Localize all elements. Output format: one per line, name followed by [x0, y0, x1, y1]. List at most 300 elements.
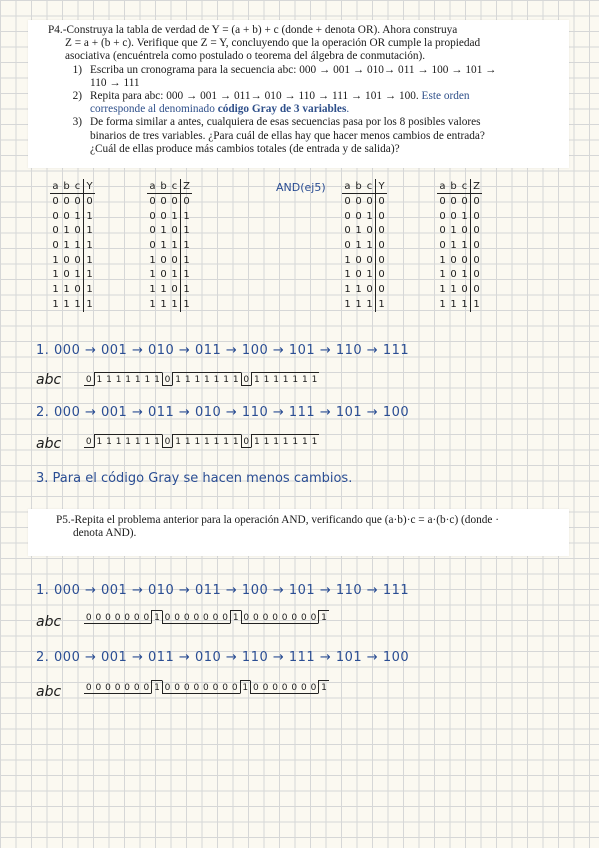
gray-code-answer: 3. Para el código Gray se hacen menos cambios. [36, 471, 353, 486]
timeline-bit: 0 [192, 610, 202, 624]
timeline-bit: 1 [172, 372, 183, 386]
table-cell: 0 [471, 194, 483, 209]
table-row [50, 194, 95, 209]
timeline-bit: 0 [172, 680, 182, 694]
p4-intro-line-2: Z = a + (b + c). Verifique que Z = Y, concluyendo que la operación OR cumple la propiedad [65, 37, 481, 50]
table-cell: 1 [149, 254, 156, 266]
timeline-bit: 0 [220, 680, 230, 694]
p4-intro-line-3: asociativa (encuéntrela como postulado o teorema del álgebra de conmutación). [65, 50, 426, 63]
timeline-bit: 0 [241, 434, 252, 448]
timeline-bit: 1 [133, 372, 143, 386]
table-cell: 0 [439, 195, 446, 207]
timeline-bit: 1 [202, 434, 212, 448]
table-row [342, 267, 387, 282]
table-row [437, 282, 482, 297]
table-row [147, 282, 192, 297]
timeline-bit: 1 [143, 372, 153, 386]
table-cell: 1 [439, 269, 446, 281]
table-cell: 0 [461, 195, 468, 207]
table-cell: 0 [74, 283, 81, 295]
timeline-bit: 0 [270, 610, 280, 624]
table-cell: 0 [355, 210, 362, 222]
table-cell: 1 [355, 283, 362, 295]
table-cell: 0 [450, 254, 457, 266]
p4-item-3-line-2: binarios de tres variables. ¿Para cuál de ellas hay que hacer menos cambios de entrada? [90, 129, 485, 142]
timeline-bit: 1 [281, 372, 291, 386]
table-cell: 0 [355, 195, 362, 207]
table-cell: 1 [344, 254, 351, 266]
table-cell: 0 [344, 210, 351, 222]
table-cell: 1 [84, 297, 96, 312]
timeline-bit: 0 [162, 434, 173, 448]
timeline-bit: 0 [172, 610, 182, 624]
table-row [437, 253, 482, 268]
timeline-bit: 0 [132, 610, 142, 624]
table-cell: 1 [344, 298, 351, 310]
timeline-bit: 0 [261, 680, 271, 694]
timeline-bit: 0 [309, 610, 319, 624]
timeline-bit: 0 [211, 680, 221, 694]
table-cell: 0 [344, 239, 351, 251]
timeline-bit: 1 [104, 434, 114, 448]
table-row [437, 209, 482, 224]
timeline-bit: 1 [318, 610, 329, 624]
p4-item-2-blue-2: corresponde al denominado [90, 103, 215, 116]
table-cell: 0 [471, 238, 483, 253]
timeline-bit: 0 [103, 680, 113, 694]
table-cell: 1 [355, 298, 362, 310]
timeline-bit: 0 [289, 680, 299, 694]
table-cell: 0 [52, 239, 59, 251]
timeline-bit: 1 [310, 434, 320, 448]
table-header-cell: Z [471, 179, 483, 194]
timeline-bit: 1 [172, 434, 183, 448]
table-header-cell: c [72, 179, 84, 194]
table-cell: 1 [439, 298, 446, 310]
table-cell: 0 [171, 225, 178, 237]
table-cell: 0 [461, 254, 468, 266]
table-cell: 0 [450, 195, 457, 207]
timeline-bit: 1 [123, 372, 133, 386]
table-cell: 1 [171, 269, 178, 281]
timeline-bit: 0 [251, 610, 261, 624]
p4-item-2: 2) Repita para abc: 000 → 001 → 011→ 010 → 110 → 111 → 101 → 100. Este orden corresponde al denominado código Gray de 3 variables. [72, 90, 470, 116]
or-sequence-2: 2. 000 → 001 → 011 → 010 → 110 → 111 → 101 → 100 [36, 405, 410, 420]
table-cell: 1 [63, 239, 70, 251]
timeline-bit: 0 [84, 434, 94, 448]
table-cell: 1 [461, 210, 468, 222]
table-row [147, 238, 192, 253]
table-cell: 0 [355, 269, 362, 281]
timeline-bit: 0 [280, 680, 290, 694]
table-cell: 0 [355, 254, 362, 266]
table-row [50, 267, 95, 282]
table-cell: 0 [366, 195, 373, 207]
p4-item-1: 1) Escriba un cronograma para la secuencia abc: 000 → 001 → 010→ 011 → 100 → 101 → 110 → 111 [72, 63, 497, 89]
and-sequence-2: 2. 000 → 001 → 011 → 010 → 110 → 111 → 101 → 100 [36, 650, 410, 665]
table-header-cell: b [448, 179, 459, 194]
timeline-bit: 1 [193, 434, 203, 448]
table-row [437, 194, 482, 209]
table-row [342, 223, 387, 238]
truth-table-and-z [437, 179, 482, 312]
table-cell: 1 [355, 225, 362, 237]
p4-intro-line-1: P4.-Construya la tabla de verdad de Y = (a + b) + c (donde + denota OR). Ahora construya [48, 24, 458, 36]
timeline-bit: 0 [309, 680, 319, 694]
table-cell: 1 [439, 283, 446, 295]
timeline-bit: 1 [300, 372, 310, 386]
problem-p5-text [56, 514, 566, 540]
table-cell: 1 [181, 267, 193, 282]
timeline-bit: 0 [113, 680, 123, 694]
timeline-bit: 1 [318, 680, 329, 694]
table-row [147, 267, 192, 282]
timeline-bit: 1 [240, 680, 251, 694]
timeline-bit: 1 [251, 372, 262, 386]
timeline-bit: 1 [281, 434, 291, 448]
table-cell: 0 [149, 210, 156, 222]
timeline-bit: 0 [84, 680, 94, 694]
table-row [437, 267, 482, 282]
table-cell: 1 [450, 225, 457, 237]
timeline-bit: 1 [262, 434, 272, 448]
table-cell: 0 [450, 210, 457, 222]
table-cell: 1 [366, 298, 373, 310]
table-cell: 0 [160, 254, 167, 266]
table-row [437, 223, 482, 238]
table-header-cell: c [459, 179, 471, 194]
p4-item-1-line-1: Escriba un cronograma para la secuencia abc: 000 → 001 → 010→ 011 → 100 → 101 → [90, 63, 497, 76]
table-header-cell: c [364, 179, 376, 194]
timeline-bit: 1 [271, 434, 281, 448]
table-cell: 1 [160, 225, 167, 237]
and-timeline-1-label: abc [36, 614, 62, 630]
table-cell: 0 [181, 194, 193, 209]
timeline-bit: 0 [94, 610, 104, 624]
table-row [342, 194, 387, 209]
and-sequence-1: 1. 000 → 001 → 010 → 011 → 100 → 101 → 110 → 111 [36, 583, 410, 598]
table-cell: 1 [181, 282, 193, 297]
timeline-bit: 0 [162, 610, 173, 624]
gray-code-term: código Gray de 3 variables [217, 103, 347, 116]
table-cell: 1 [63, 298, 70, 310]
timeline-bit: 1 [94, 434, 105, 448]
table-row [50, 282, 95, 297]
table-cell: 0 [149, 239, 156, 251]
or-timeline-1-label: abc [36, 372, 62, 388]
table-row [50, 238, 95, 253]
table-row [147, 253, 192, 268]
p4-item-1-line-2: 110 → 111 [90, 76, 140, 89]
table-cell: 1 [52, 283, 59, 295]
timeline-bit: 1 [152, 434, 162, 448]
timeline-bit: 1 [143, 434, 153, 448]
timeline-bit: 1 [183, 372, 193, 386]
table-cell: 1 [461, 239, 468, 251]
table-cell: 1 [74, 298, 81, 310]
table-cell: 0 [366, 225, 373, 237]
timeline-bit: 0 [289, 610, 299, 624]
table-row [342, 282, 387, 297]
timeline-bit: 1 [114, 434, 124, 448]
timeline-bit: 0 [261, 610, 271, 624]
timeline-bit: 0 [250, 680, 261, 694]
timeline-bit: 0 [220, 610, 230, 624]
timeline-bit: 1 [251, 434, 262, 448]
table-cell: 1 [52, 254, 59, 266]
table-row [50, 223, 95, 238]
table-cell: 1 [344, 283, 351, 295]
timeline-bit: 0 [280, 610, 290, 624]
table-cell: 1 [355, 239, 362, 251]
timeline-bit: 0 [122, 610, 132, 624]
timeline-bit: 1 [94, 372, 105, 386]
table-cell: 1 [344, 269, 351, 281]
table-cell: 1 [450, 239, 457, 251]
table-cell: 1 [63, 225, 70, 237]
table-cell: 1 [84, 223, 96, 238]
timeline-bit: 0 [84, 372, 94, 386]
timeline-bit: 1 [290, 372, 300, 386]
timeline-bit: 1 [231, 372, 241, 386]
table-header-cell: c [169, 179, 181, 194]
table-cell: 0 [344, 195, 351, 207]
table-cell: 0 [52, 210, 59, 222]
timeline-bit: 1 [151, 610, 162, 624]
table-cell: 1 [181, 209, 193, 224]
table-cell: 1 [160, 298, 167, 310]
table-cell: 0 [471, 267, 483, 282]
timeline-bit: 0 [132, 680, 142, 694]
table-header-cell: b [61, 179, 72, 194]
table-cell: 1 [171, 298, 178, 310]
table-cell: 1 [74, 239, 81, 251]
table-cell: 0 [471, 253, 483, 268]
or-sequence-1: 1. 000 → 001 → 010 → 011 → 100 → 101 → 110 → 111 [36, 343, 410, 358]
table-header-cell: a [147, 179, 158, 194]
timeline-bit: 0 [84, 610, 94, 624]
timeline-bit: 0 [142, 680, 152, 694]
timeline-bit: 1 [212, 372, 222, 386]
table-cell: 0 [376, 253, 388, 268]
p5-line-2: denota AND). [73, 527, 137, 540]
timeline-bit: 1 [104, 372, 114, 386]
problem-p4-text [48, 24, 568, 156]
table-header-cell: a [342, 179, 353, 194]
timeline-bit: 0 [299, 680, 309, 694]
timeline-bit: 1 [221, 372, 231, 386]
table-cell: 0 [160, 210, 167, 222]
timeline-bit: 1 [271, 372, 281, 386]
timeline-bit: 0 [201, 680, 211, 694]
p4-item-3: 3) De forma similar a antes, cualquiera de esas secuencias pasa por los 8 posibles valores binarios de tres variables. ¿Para cuál de ellas hay que hacer menos cambios de entrada? ¿Cuál de ellas produce más cambios totales (de entrada y de salida)? [72, 116, 485, 155]
table-cell: 1 [52, 269, 59, 281]
table-row [147, 209, 192, 224]
timeline-bit: 0 [299, 610, 309, 624]
table-header-cell: Y [84, 179, 96, 194]
table-row [50, 209, 95, 224]
table-cell: 1 [74, 269, 81, 281]
table-cell: 1 [181, 253, 193, 268]
table-cell: 0 [63, 254, 70, 266]
table-row [342, 238, 387, 253]
table-cell: 0 [376, 282, 388, 297]
table-cell: 0 [63, 210, 70, 222]
p4-item-3-line-3: ¿Cuál de ellas produce más cambios totales (de entrada y de salida)? [90, 142, 400, 155]
table-cell: 1 [84, 267, 96, 282]
table-cell: 1 [160, 239, 167, 251]
table-cell: 0 [160, 195, 167, 207]
table-row [50, 297, 95, 312]
table-cell: 0 [160, 269, 167, 281]
timeline-bit: 0 [182, 680, 192, 694]
table-cell: 0 [439, 239, 446, 251]
timeline-bit: 0 [192, 680, 202, 694]
table-cell: 1 [450, 298, 457, 310]
table-cell: 1 [450, 283, 457, 295]
timeline-bit: 1 [152, 372, 162, 386]
table-cell: 1 [149, 298, 156, 310]
table-cell: 1 [439, 254, 446, 266]
table-cell: 1 [149, 269, 156, 281]
timeline-bit: 1 [133, 434, 143, 448]
table-cell: 0 [52, 195, 59, 207]
table-row [50, 253, 95, 268]
table-cell: 0 [149, 225, 156, 237]
table-cell: 1 [149, 283, 156, 295]
table-cell: 0 [366, 283, 373, 295]
timeline-bit: 1 [114, 372, 124, 386]
table-cell: 0 [439, 225, 446, 237]
table-cell: 0 [376, 209, 388, 224]
table-cell: 0 [171, 195, 178, 207]
timeline-bit: 1 [230, 610, 241, 624]
table-cell: 0 [366, 254, 373, 266]
table-cell: 0 [149, 195, 156, 207]
table-cell: 1 [171, 239, 178, 251]
p4-item-2-blue-1: Este orden [421, 90, 470, 103]
table-cell: 1 [181, 223, 193, 238]
timeline-bit: 0 [230, 680, 240, 694]
table-cell: 0 [461, 283, 468, 295]
table-cell: 1 [84, 253, 96, 268]
timeline-bit: 0 [122, 680, 132, 694]
table-header-cell: a [437, 179, 448, 194]
timeline-bit: 1 [262, 372, 272, 386]
table-cell: 0 [439, 210, 446, 222]
truth-table-or-z [147, 179, 192, 312]
p4-item-3-line-1: De forma similar a antes, cualquiera de esas secuencias pasa por los 8 posibles valores [90, 116, 481, 129]
timeline-bit: 0 [103, 610, 113, 624]
truth-table-and-y [342, 179, 387, 312]
table-cell: 1 [52, 298, 59, 310]
timeline-bit: 1 [202, 372, 212, 386]
table-cell: 1 [376, 297, 388, 312]
table-cell: 1 [366, 239, 373, 251]
timeline-bit: 1 [310, 372, 320, 386]
table-cell: 1 [160, 283, 167, 295]
timeline-bit: 1 [193, 372, 203, 386]
table-header-cell: a [50, 179, 61, 194]
p5-line-1: P5.-Repita el problema anterior para la operación AND, verificando que (a·b)·c = a·(b·c) (donde · [56, 514, 499, 526]
p4-item-2-line-1: Repita para abc: 000 → 001 → 011→ 010 → 110 → 111 → 101 → 100. [90, 90, 419, 103]
timeline-bit: 1 [290, 434, 300, 448]
timeline-bit: 1 [151, 680, 162, 694]
table-cell: 0 [376, 267, 388, 282]
table-cell: 1 [181, 238, 193, 253]
table-header-cell: b [158, 179, 169, 194]
table-cell: 1 [461, 269, 468, 281]
table-cell: 1 [63, 283, 70, 295]
table-cell: 0 [450, 269, 457, 281]
table-cell: 0 [461, 225, 468, 237]
timeline-bit: 1 [231, 434, 241, 448]
table-cell: 0 [63, 195, 70, 207]
timeline-bit: 0 [162, 372, 173, 386]
table-cell: 0 [471, 223, 483, 238]
table-row [342, 297, 387, 312]
timeline-bit: 0 [241, 372, 252, 386]
timeline-bit: 1 [221, 434, 231, 448]
and-timeline-2-label: abc [36, 684, 62, 700]
table-row [342, 209, 387, 224]
table-cell: 1 [84, 238, 96, 253]
table-row [437, 297, 482, 312]
table-cell: 1 [366, 210, 373, 222]
and-table-label: AND(ej5) [276, 181, 326, 194]
timeline-bit: 0 [241, 610, 252, 624]
table-row [437, 238, 482, 253]
table-cell: 0 [74, 254, 81, 266]
table-cell: 0 [376, 238, 388, 253]
table-row [147, 297, 192, 312]
timeline-bit: 0 [211, 610, 221, 624]
timeline-bit: 0 [94, 680, 104, 694]
table-cell: 0 [376, 223, 388, 238]
timeline-bit: 1 [300, 434, 310, 448]
timeline-bit: 0 [113, 610, 123, 624]
timeline-bit: 1 [212, 434, 222, 448]
table-cell: 1 [84, 209, 96, 224]
table-cell: 0 [52, 225, 59, 237]
table-cell: 0 [84, 194, 96, 209]
and-timeline-1 [84, 610, 329, 624]
table-cell: 1 [171, 210, 178, 222]
table-row [342, 253, 387, 268]
timeline-bit: 1 [123, 434, 133, 448]
table-cell: 1 [471, 297, 483, 312]
table-cell: 1 [461, 298, 468, 310]
table-cell: 0 [171, 283, 178, 295]
timeline-bit: 0 [162, 680, 173, 694]
table-header-cell: Z [181, 179, 193, 194]
or-timeline-2 [84, 434, 319, 448]
table-cell: 0 [171, 254, 178, 266]
table-cell: 0 [74, 195, 81, 207]
table-row [147, 194, 192, 209]
and-timeline-2 [84, 680, 329, 694]
table-cell: 1 [181, 297, 193, 312]
truth-table-or-y [50, 179, 95, 312]
table-cell: 0 [63, 269, 70, 281]
timeline-bit: 1 [183, 434, 193, 448]
table-cell: 0 [74, 225, 81, 237]
table-cell: 0 [471, 209, 483, 224]
table-cell: 1 [74, 210, 81, 222]
table-cell: 0 [471, 282, 483, 297]
table-row [147, 223, 192, 238]
table-cell: 0 [376, 194, 388, 209]
